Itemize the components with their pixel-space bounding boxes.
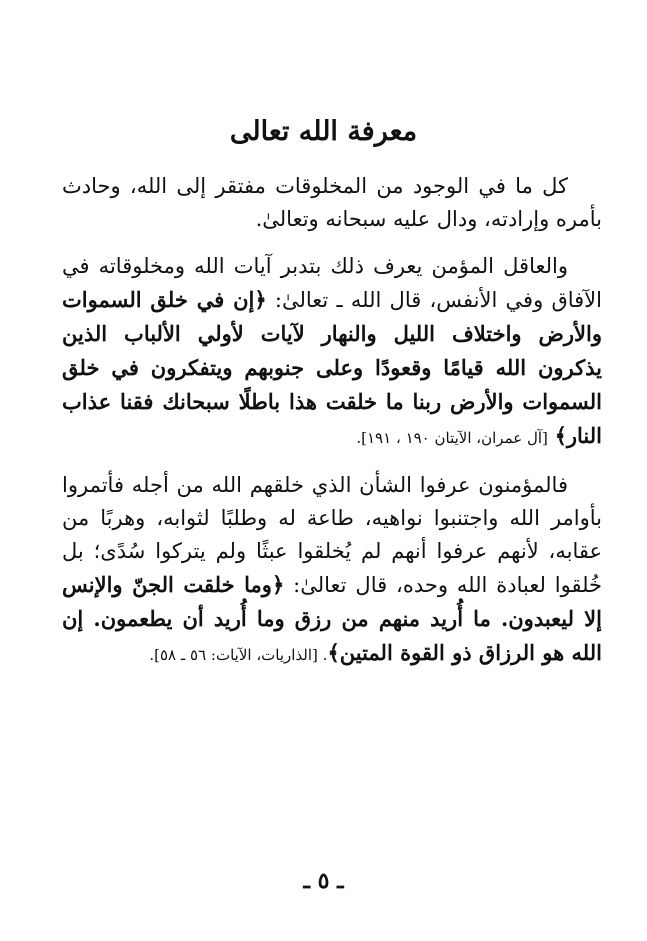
quran-verse-1: ﴿إن في خلق السموات والأرض واختلاف الليل والنهار لآيات لأولي الألباب الذين يذكرون الله قيامًا وقعودًا وعلى جنوبهم ويتفكرون في خلق السموات والأرض ربنا ما خلقت هذا باطلًا سبحانك فقنا عذاب النار﴾ [62,287,602,448]
paragraph-2 [62,250,602,455]
page-number: ـ ٥ ـ [303,868,344,894]
page-title: معرفة الله تعالى [229,116,418,147]
paragraph-3-intro: فالمؤمنون عرفوا الشأن الذي خلقهم الله من أجله فأتمروا بأوامر الله واجتنبوا نواهيه، طاعة له وطلبًا لثوابه، وهربًا من عقابه، لأنهم عرفوا أنهم لم يُخلقوا عبثًا ولم يتركوا سُدًى؛ بل خُلقوا لعبادة الله وحده، قال تعالىٰ: [62,473,602,597]
paragraph-3 [62,469,602,672]
paragraph-1 [62,170,602,236]
body-text [62,170,602,672]
paragraph-1-text: كل ما في الوجود من المخلوقات مفتقر إلى الله، وحادث بأمره وإرادته، ودال عليه سبحانه وتعالىٰ. [62,174,602,231]
verse-citation-1: [آل عمران، الآيتان ١٩٠ ، ١٩١]. [356,429,548,447]
quran-verse-2: ﴿وما خلقت الجنّ والإنس إلا ليعبدون. ما أُريد منهم من رزق وما أُريد أن يطعمون. إن الله هو الرزاق ذو القوة المتين﴾ [62,572,602,665]
verse-citation-2: . [الذاريات، الآيات: ٥٦ ـ ٥٨]. [149,646,328,664]
paragraph-2-intro: والعاقل المؤمن يعرف ذلك بتدبر آيات الله ومخلوقاته في الآفاق وفي الأنفس، قال الله ـ تعالىٰ: [62,254,602,312]
